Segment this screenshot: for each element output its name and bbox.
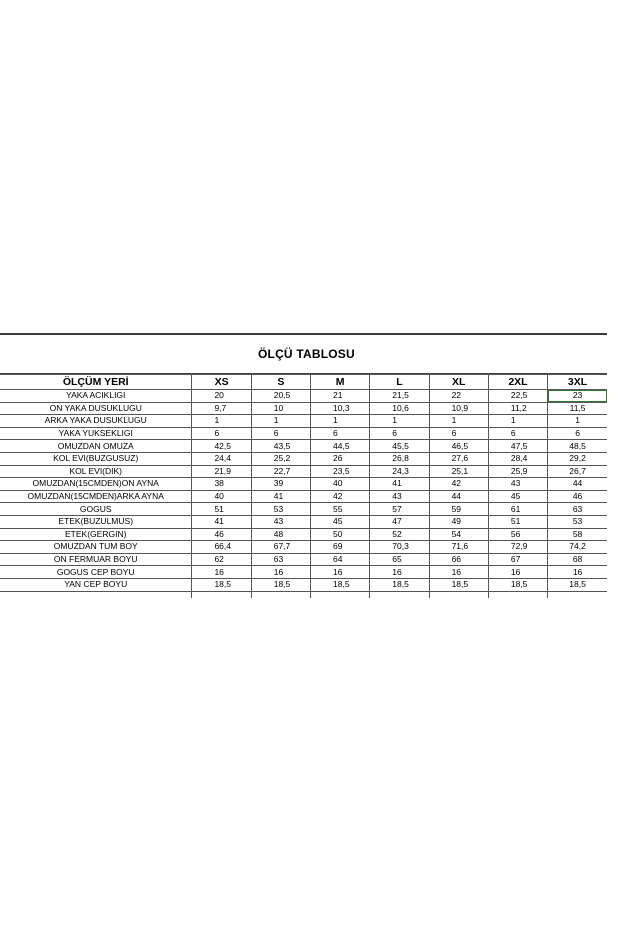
table-cell[interactable]: 16 bbox=[311, 566, 370, 579]
table-cell[interactable]: 42 bbox=[311, 490, 370, 503]
table-cell[interactable]: 25,1 bbox=[429, 465, 488, 478]
row-label[interactable]: GOGUS bbox=[0, 503, 192, 516]
table-cell[interactable]: 27,6 bbox=[429, 452, 488, 465]
table-cell[interactable]: 26 bbox=[311, 452, 370, 465]
table-cell[interactable]: 62 bbox=[192, 553, 251, 566]
table-cell[interactable]: 22 bbox=[429, 390, 488, 403]
row-label[interactable]: OMUZDAN TUM BOY bbox=[0, 541, 192, 554]
table-cell[interactable]: 21 bbox=[311, 390, 370, 403]
size-chart-sheet bbox=[0, 333, 607, 598]
table-cell[interactable]: 56 bbox=[488, 528, 547, 541]
table-cell[interactable]: 43 bbox=[488, 478, 547, 491]
table-cell[interactable]: 71,6 bbox=[429, 541, 488, 554]
header-size-l[interactable]: L bbox=[370, 375, 429, 390]
table-cell[interactable]: 25,9 bbox=[488, 465, 547, 478]
table-row bbox=[0, 566, 607, 579]
table-cell[interactable]: 40 bbox=[311, 478, 370, 491]
table-cell[interactable]: 22,5 bbox=[488, 390, 547, 403]
table-cell[interactable]: 40 bbox=[192, 490, 251, 503]
row-label[interactable]: YAKA YUKSEKLIGI bbox=[0, 427, 192, 440]
table-cell[interactable]: 6 bbox=[488, 427, 547, 440]
table-cell[interactable]: 74,2 bbox=[548, 541, 607, 554]
table-row bbox=[0, 390, 607, 403]
row-label[interactable]: ETEK(GERGIN) bbox=[0, 528, 192, 541]
table-cell[interactable]: 63 bbox=[251, 553, 310, 566]
table-cell[interactable]: 6 bbox=[192, 427, 251, 440]
table-cell[interactable]: 43 bbox=[370, 490, 429, 503]
table-cell[interactable]: 11,5 bbox=[548, 402, 607, 415]
table-cell[interactable]: 69 bbox=[311, 541, 370, 554]
table-row bbox=[0, 452, 607, 465]
header-size-xs[interactable]: XS bbox=[192, 375, 251, 390]
table-cell[interactable]: 46 bbox=[548, 490, 607, 503]
table-cell[interactable]: 64 bbox=[311, 553, 370, 566]
row-label[interactable]: ON FERMUAR BOYU bbox=[0, 553, 192, 566]
table-row bbox=[0, 528, 607, 541]
header-size-m[interactable]: M bbox=[311, 375, 370, 390]
table-cell[interactable]: 46 bbox=[192, 528, 251, 541]
table-cell[interactable]: 21,9 bbox=[192, 465, 251, 478]
spacer-row bbox=[0, 591, 607, 598]
spacer-cell bbox=[488, 591, 547, 598]
table-cell[interactable]: 1 bbox=[370, 415, 429, 428]
table-row bbox=[0, 415, 607, 428]
row-label[interactable]: KOL EVI(DIK) bbox=[0, 465, 192, 478]
table-cell[interactable]: 24,3 bbox=[370, 465, 429, 478]
table-cell[interactable]: 65 bbox=[370, 553, 429, 566]
table-cell[interactable]: 23 bbox=[548, 390, 607, 403]
header-size-2xl[interactable]: 2XL bbox=[488, 375, 547, 390]
table-row bbox=[0, 478, 607, 491]
table-cell[interactable]: 20,5 bbox=[251, 390, 310, 403]
header-size-3xl[interactable]: 3XL bbox=[548, 375, 607, 390]
table-cell[interactable]: 43 bbox=[251, 515, 310, 528]
row-label[interactable]: OMUZDAN(15CMDEN)ON AYNA bbox=[0, 478, 192, 491]
table-cell[interactable]: 6 bbox=[429, 427, 488, 440]
table-cell[interactable]: 51 bbox=[192, 503, 251, 516]
table-cell[interactable]: 57 bbox=[370, 503, 429, 516]
table-row bbox=[0, 490, 607, 503]
table-row bbox=[0, 541, 607, 554]
table-cell[interactable]: 61 bbox=[488, 503, 547, 516]
table-row bbox=[0, 503, 607, 516]
table-row bbox=[0, 427, 607, 440]
table-cell[interactable]: 18,5 bbox=[370, 578, 429, 591]
table-cell[interactable]: 44,5 bbox=[311, 440, 370, 453]
table-cell[interactable]: 16 bbox=[251, 566, 310, 579]
table-cell[interactable]: 54 bbox=[429, 528, 488, 541]
table-cell[interactable]: 9,7 bbox=[192, 402, 251, 415]
table-cell[interactable]: 44 bbox=[429, 490, 488, 503]
table-cell[interactable]: 45 bbox=[311, 515, 370, 528]
table-cell[interactable]: 42,5 bbox=[192, 440, 251, 453]
table-cell[interactable]: 1 bbox=[488, 415, 547, 428]
title-row bbox=[0, 335, 607, 374]
table-cell[interactable]: 1 bbox=[548, 415, 607, 428]
spacer-cell bbox=[311, 591, 370, 598]
table-cell[interactable]: 1 bbox=[429, 415, 488, 428]
table-cell[interactable]: 46,5 bbox=[429, 440, 488, 453]
table-cell[interactable]: 66,4 bbox=[192, 541, 251, 554]
table-cell[interactable]: 23,5 bbox=[311, 465, 370, 478]
table-row bbox=[0, 440, 607, 453]
table-cell[interactable]: 28,4 bbox=[488, 452, 547, 465]
row-label[interactable]: ARKA YAKA DUSUKLUGU bbox=[0, 415, 192, 428]
table-cell[interactable]: 70,3 bbox=[370, 541, 429, 554]
table-cell[interactable]: 38 bbox=[192, 478, 251, 491]
table-cell[interactable]: 20 bbox=[192, 390, 251, 403]
spacer-cell bbox=[548, 591, 607, 598]
table-cell[interactable]: 67 bbox=[488, 553, 547, 566]
table-cell[interactable]: 39 bbox=[251, 478, 310, 491]
table-cell[interactable]: 18,5 bbox=[192, 578, 251, 591]
size-chart-table bbox=[0, 374, 607, 598]
spacer-cell bbox=[192, 591, 251, 598]
table-cell[interactable]: 21,5 bbox=[370, 390, 429, 403]
table-cell[interactable]: 25,2 bbox=[251, 452, 310, 465]
table-cell[interactable]: 6 bbox=[548, 427, 607, 440]
table-cell[interactable]: 44 bbox=[548, 478, 607, 491]
table-cell[interactable]: 24,4 bbox=[192, 452, 251, 465]
table-cell[interactable]: 6 bbox=[370, 427, 429, 440]
table-cell[interactable]: 26,8 bbox=[370, 452, 429, 465]
spacer-cell bbox=[370, 591, 429, 598]
table-cell[interactable]: 6 bbox=[311, 427, 370, 440]
table-cell[interactable]: 53 bbox=[251, 503, 310, 516]
table-cell[interactable]: 16 bbox=[548, 566, 607, 579]
chart-title: ÖLÇÜ TABLOSU bbox=[258, 347, 355, 361]
table-cell[interactable]: 41 bbox=[192, 515, 251, 528]
row-label[interactable]: OMUZDAN OMUZA bbox=[0, 440, 192, 453]
table-cell[interactable]: 16 bbox=[370, 566, 429, 579]
spacer-cell bbox=[0, 591, 192, 598]
table-cell[interactable]: 49 bbox=[429, 515, 488, 528]
table-cell[interactable]: 67,7 bbox=[251, 541, 310, 554]
table-cell[interactable]: 47,5 bbox=[488, 440, 547, 453]
row-label[interactable]: ON YAKA DUSUKLUGU bbox=[0, 402, 192, 415]
table-row bbox=[0, 465, 607, 478]
table-cell[interactable]: 53 bbox=[548, 515, 607, 528]
header-label[interactable]: ÖLÇÜM YERİ bbox=[0, 375, 192, 390]
table-cell[interactable]: 1 bbox=[311, 415, 370, 428]
row-label[interactable]: YAN CEP BOYU bbox=[0, 578, 192, 591]
table-row bbox=[0, 578, 607, 591]
table-row bbox=[0, 515, 607, 528]
table-cell[interactable]: 16 bbox=[488, 566, 547, 579]
table-cell[interactable]: 10 bbox=[251, 402, 310, 415]
table-cell[interactable]: 51 bbox=[488, 515, 547, 528]
table-cell[interactable]: 18,5 bbox=[548, 578, 607, 591]
table-cell[interactable]: 45,5 bbox=[370, 440, 429, 453]
table-cell[interactable]: 10,6 bbox=[370, 402, 429, 415]
table-cell[interactable]: 18,5 bbox=[488, 578, 547, 591]
row-label[interactable]: YAKA ACIKLIGI bbox=[0, 390, 192, 403]
table-cell[interactable]: 59 bbox=[429, 503, 488, 516]
table-cell[interactable]: 68 bbox=[548, 553, 607, 566]
table-cell[interactable]: 29,2 bbox=[548, 452, 607, 465]
table-cell[interactable]: 58 bbox=[548, 528, 607, 541]
table-cell[interactable]: 41 bbox=[251, 490, 310, 503]
row-label[interactable]: OMUZDAN(15CMDEN)ARKA AYNA bbox=[0, 490, 192, 503]
header-size-xl[interactable]: XL bbox=[429, 375, 488, 390]
row-label[interactable]: GOGUS CEP BOYU bbox=[0, 566, 192, 579]
table-cell[interactable]: 45 bbox=[488, 490, 547, 503]
spacer-cell bbox=[251, 591, 310, 598]
table-row bbox=[0, 402, 607, 415]
table-cell[interactable]: 72,9 bbox=[488, 541, 547, 554]
table-cell[interactable]: 48,5 bbox=[548, 440, 607, 453]
table-cell[interactable]: 18,5 bbox=[429, 578, 488, 591]
table-cell[interactable]: 6 bbox=[251, 427, 310, 440]
table-cell[interactable]: 16 bbox=[192, 566, 251, 579]
table-cell[interactable]: 18,5 bbox=[251, 578, 310, 591]
table-cell[interactable]: 10,3 bbox=[311, 402, 370, 415]
table-cell[interactable]: 11,2 bbox=[488, 402, 547, 415]
table-row bbox=[0, 553, 607, 566]
table-cell[interactable]: 47 bbox=[370, 515, 429, 528]
table-cell[interactable]: 42 bbox=[429, 478, 488, 491]
table-cell[interactable]: 48 bbox=[251, 528, 310, 541]
row-label[interactable]: KOL EVI(BUZGUSUZ) bbox=[0, 452, 192, 465]
table-cell[interactable]: 16 bbox=[429, 566, 488, 579]
row-label[interactable]: ETEK(BUZULMUS) bbox=[0, 515, 192, 528]
table-cell[interactable]: 10,9 bbox=[429, 402, 488, 415]
table-cell[interactable]: 1 bbox=[192, 415, 251, 428]
table-cell[interactable]: 43,5 bbox=[251, 440, 310, 453]
table-cell[interactable]: 22,7 bbox=[251, 465, 310, 478]
table-cell[interactable]: 50 bbox=[311, 528, 370, 541]
table-cell[interactable]: 63 bbox=[548, 503, 607, 516]
spacer-cell bbox=[429, 591, 488, 598]
table-cell[interactable]: 26,7 bbox=[548, 465, 607, 478]
table-cell[interactable]: 55 bbox=[311, 503, 370, 516]
header-size-s[interactable]: S bbox=[251, 375, 310, 390]
table-cell[interactable]: 52 bbox=[370, 528, 429, 541]
table-cell[interactable]: 18,5 bbox=[311, 578, 370, 591]
table-cell[interactable]: 41 bbox=[370, 478, 429, 491]
table-cell[interactable]: 66 bbox=[429, 553, 488, 566]
table-cell[interactable]: 1 bbox=[251, 415, 310, 428]
header-row bbox=[0, 375, 607, 390]
